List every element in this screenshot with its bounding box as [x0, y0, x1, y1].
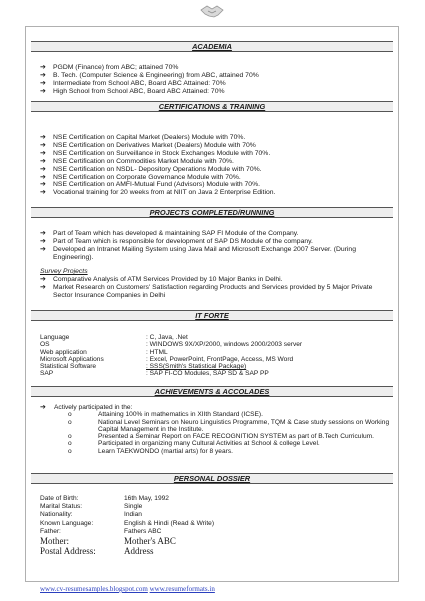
table-row: Father: Fathers ABC [40, 527, 162, 535]
table-row: Language : C, Java, .Net [40, 334, 188, 341]
survey-list [40, 276, 390, 300]
table-row: Date of Birth: 16th May, 1992 [40, 495, 169, 502]
list-item: ➔ Intermediate from School ABC, Board ABC Attained: 70% [40, 79, 226, 87]
section-heading-certifications: CERTIFICATIONS & TRAINING [31, 101, 393, 112]
list-item: ➔ NSE Certification on Corporate Governance Module with 70%. [40, 173, 241, 181]
table-row: Microsoft Applications : Excel, PowerPoint, FrontPage, Access, MS Word [40, 355, 294, 363]
list-item: ➔ High School from School ABC, Board ABC Attained: 70% [40, 87, 225, 95]
arrow-bullet-icon: ➔ [40, 79, 46, 87]
list-item: ➔ Actively participated in the: [40, 404, 133, 411]
list-item: ➔ PGDM (Finance) from ABC; attained 70% [40, 64, 179, 71]
arrow-bullet-icon: ➔ [40, 276, 46, 283]
list-item: ➔ NSE Certification on Commodities Market Module with 70%. [40, 157, 234, 165]
list-item: ➔ Market Research on Customers' Satisfaction regarding Products and Services provided by 5 Major Private Sector Insurance Companies in Delhi [40, 283, 373, 299]
section-heading-achievements: ACHIEVEMENTS & ACCOLADES [31, 386, 393, 397]
arrow-bullet-icon: ➔ [40, 165, 46, 173]
list-item: ➔ NSE Certification on Derivatives Market (Dealers) Module with 70% [40, 141, 256, 149]
footer-links [40, 585, 215, 593]
arrow-bullet-icon: ➔ [40, 245, 46, 253]
circle-bullet-icon: o [68, 447, 72, 455]
circle-bullet-icon: o [68, 418, 72, 426]
it-forte-table [40, 334, 302, 378]
circle-bullet-icon: o [68, 440, 72, 448]
footer-link-cv-resumesamples[interactable]: www.cv-resumesamples.blogspot.com [40, 585, 148, 593]
list-item: ➔ B. Tech. (Computer Science & Engineering) from ABC, attained 70% [40, 71, 259, 79]
arrow-bullet-icon: ➔ [40, 230, 46, 237]
table-row: Known Language: English & Hindi (Read & Write) [40, 519, 215, 527]
list-item: ➔ NSE Certification on AMFI-Mutual Fund (Advisors) Module with 70%. [40, 181, 261, 189]
arrow-bullet-icon: ➔ [40, 71, 46, 79]
list-item: o Learn TAEKWONDO (martial arts) for 8 years. [68, 447, 233, 455]
arrow-bullet-icon: ➔ [40, 64, 46, 71]
section-heading-academia: ACADEMIA [31, 41, 393, 52]
table-row: OS : WINDOWS 9X/XP/2000, windows 2000/2003 server [40, 341, 303, 349]
table-row: Web application : HTML [40, 348, 168, 356]
circle-bullet-icon: o [68, 411, 72, 419]
achievements-list [40, 404, 390, 455]
list-item: ➔ NSE Certification on Capital Market (Dealers) Module with 70%. [40, 134, 246, 141]
personal-details [40, 495, 214, 556]
list-item: ➔ Developed an Intranet Mailing System using Java Mail and Microsoft Exchange 2007 Server. (During Engineering). [40, 245, 356, 261]
list-item: o Presented a Seminar Report on FACE RECOGNITION SYSTEM as part of B.Tech Curriculum. [68, 433, 374, 441]
arrow-bullet-icon: ➔ [40, 181, 46, 189]
arrow-bullet-icon: ➔ [40, 157, 46, 165]
projects-list [40, 230, 390, 262]
arrow-bullet-icon: ➔ [40, 237, 46, 245]
survey-projects-label: Survey Projects [40, 268, 88, 275]
section-heading-projects: PROJECTS COMPLETED/RUNNING [31, 207, 393, 218]
list-item: ➔ NSE Certification on Surveillance in Stock Exchanges Module with 70%. [40, 149, 271, 157]
section-heading-it-forte: IT FORTE [31, 310, 393, 321]
table-row: Postal Address: Address [40, 546, 154, 557]
footer-link-resumeformats[interactable]: www.resumeformats.in [149, 585, 215, 593]
arrow-bullet-icon: ➔ [40, 283, 46, 291]
circle-bullet-icon: o [68, 433, 72, 441]
arrow-bullet-icon: ➔ [40, 87, 46, 95]
arrow-bullet-icon: ➔ [40, 134, 46, 141]
arrow-bullet-icon: ➔ [40, 173, 46, 181]
arrow-bullet-icon: ➔ [40, 404, 46, 411]
list-item: o Attaining 100% in mathematics in XIIth Standard (ICSE). [68, 411, 263, 419]
list-item: ➔ Part of Team which has developed & maintaining SAP FI Module of the Company. [40, 230, 299, 237]
list-item: ➔ Vocational training for 20 weeks from at NIIT on Java 2 Enterprise Edition. [40, 189, 276, 197]
resume-page [25, 26, 399, 582]
handshake-icon [200, 2, 224, 20]
list-item: o National Level Seminars on Neuro Linguistics Programme, TQM & Case study sessions on Working Capital Management in the Institute. [68, 418, 390, 433]
certifications-list [40, 134, 275, 197]
table-row: Statistical Software : SSS(Smith's Statistical Package) [40, 363, 247, 371]
arrow-bullet-icon: ➔ [40, 189, 46, 197]
table-row: Marital Status: Single [40, 503, 143, 511]
table-row: SAP : SAP FI-CO Modules, SAP SD & SAP PP [40, 370, 269, 378]
list-item: ➔ Part of Team which is responsible for development of SAP DS Module of the company. [40, 237, 313, 245]
table-row: Mother: Mother's ABC [40, 536, 176, 547]
section-heading-personal: PERSONAL DOSSIER [31, 473, 393, 484]
arrow-bullet-icon: ➔ [40, 149, 46, 157]
list-item: o Participated in organizing many Cultural Activities at School & college Level. [68, 440, 320, 448]
arrow-bullet-icon: ➔ [40, 141, 46, 149]
academia-list [40, 64, 259, 96]
list-item: ➔ Comparative Analysis of ATM Services Provided by 10 Major Banks in Delhi. [40, 276, 283, 283]
list-item: ➔ NSE Certification on NSDL- Depository Operations Module with 70%. [40, 165, 262, 173]
table-row: Nationality: Indian [40, 511, 142, 519]
